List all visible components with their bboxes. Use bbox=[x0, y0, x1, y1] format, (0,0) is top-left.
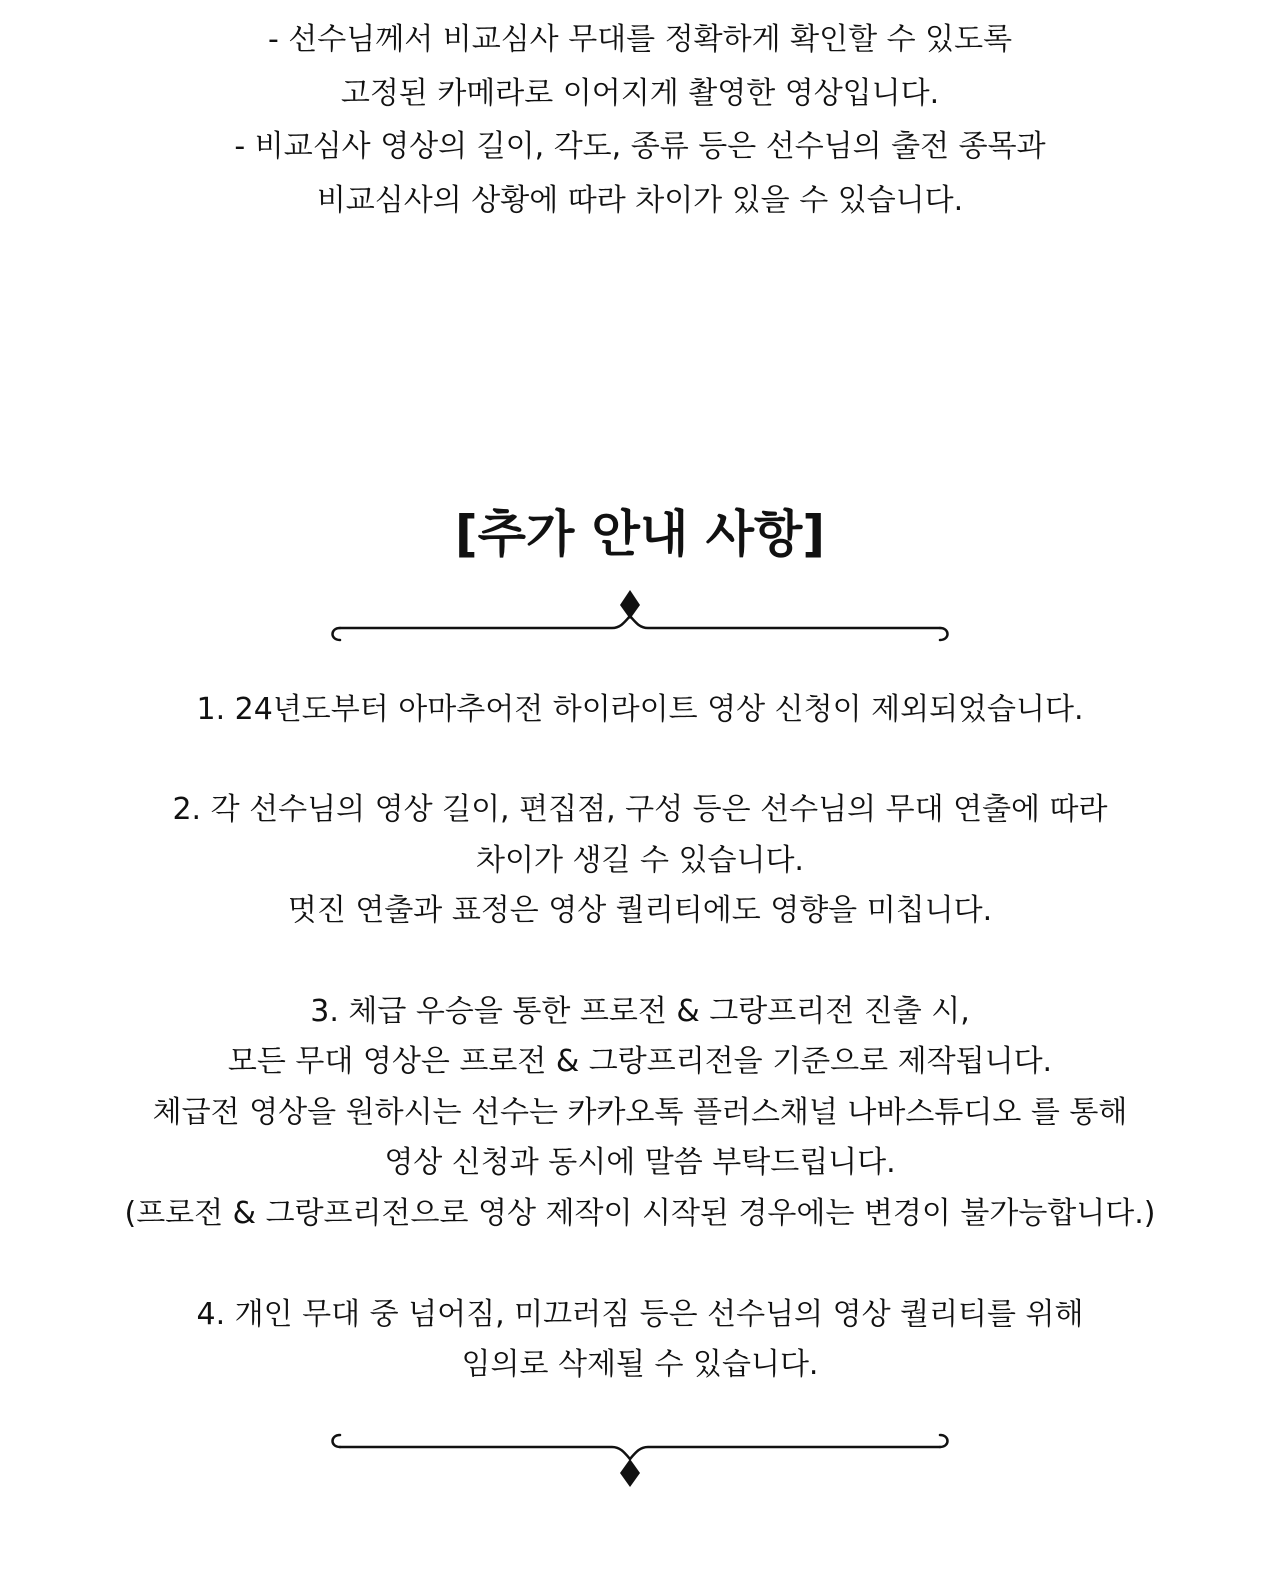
notice-3-line-3: 체급전 영상을 원하시는 선수는 카카오톡 플러스채널 나바스튜디오 를 통해 bbox=[152, 1095, 1128, 1130]
notice-1-line-1: 1. 24년도부터 아마추어전 하이라이트 영상 신청이 제외되었습니다. bbox=[196, 692, 1084, 727]
top-ornament-divider bbox=[0, 585, 1280, 685]
intro-line-1: - 선수님께서 비교심사 무대를 정확하게 확인할 수 있도록 bbox=[267, 22, 1013, 57]
bottom-ornament-divider bbox=[0, 1415, 1280, 1515]
intro-line-4: 비교심사의 상황에 따라 차이가 있을 수 있습니다. bbox=[316, 183, 964, 218]
notice-3-line-1: 3. 체급 우승을 통한 프로전 & 그랑프리전 진출 시, bbox=[310, 994, 970, 1029]
notice-2-line-2: 차이가 생길 수 있습니다. bbox=[476, 843, 804, 878]
intro-line-2: 고정된 카메라로 이어지게 촬영한 영상입니다. bbox=[340, 76, 940, 111]
notice-4-line-1: 4. 개인 무대 중 넘어짐, 미끄러짐 등은 선수님의 영상 퀄리티를 위해 bbox=[196, 1297, 1084, 1332]
section-title: [추가 안내 사항] bbox=[454, 505, 826, 563]
intro-line-3: - 비교심사 영상의 길이, 각도, 종류 등은 선수님의 출전 종목과 bbox=[234, 129, 1046, 164]
notice-2-line-1: 2. 각 선수님의 영상 길이, 편집점, 구성 등은 선수님의 무대 연출에 따라 bbox=[172, 792, 1108, 827]
notice-4-line-2: 임의로 삭제될 수 있습니다. bbox=[461, 1347, 819, 1382]
notice-3-line-2: 모든 무대 영상은 프로전 & 그랑프리전을 기준으로 제작됩니다. bbox=[227, 1044, 1053, 1079]
notice-2-line-3: 멋진 연출과 표정은 영상 퀄리티에도 영향을 미칩니다. bbox=[287, 893, 993, 928]
notice-3-line-5: (프로전 & 그랑프리전으로 영상 제작이 시작된 경우에는 변경이 불가능합니다.) bbox=[124, 1196, 1156, 1231]
notice-3-line-4: 영상 신청과 동시에 말씀 부탁드립니다. bbox=[384, 1145, 896, 1180]
